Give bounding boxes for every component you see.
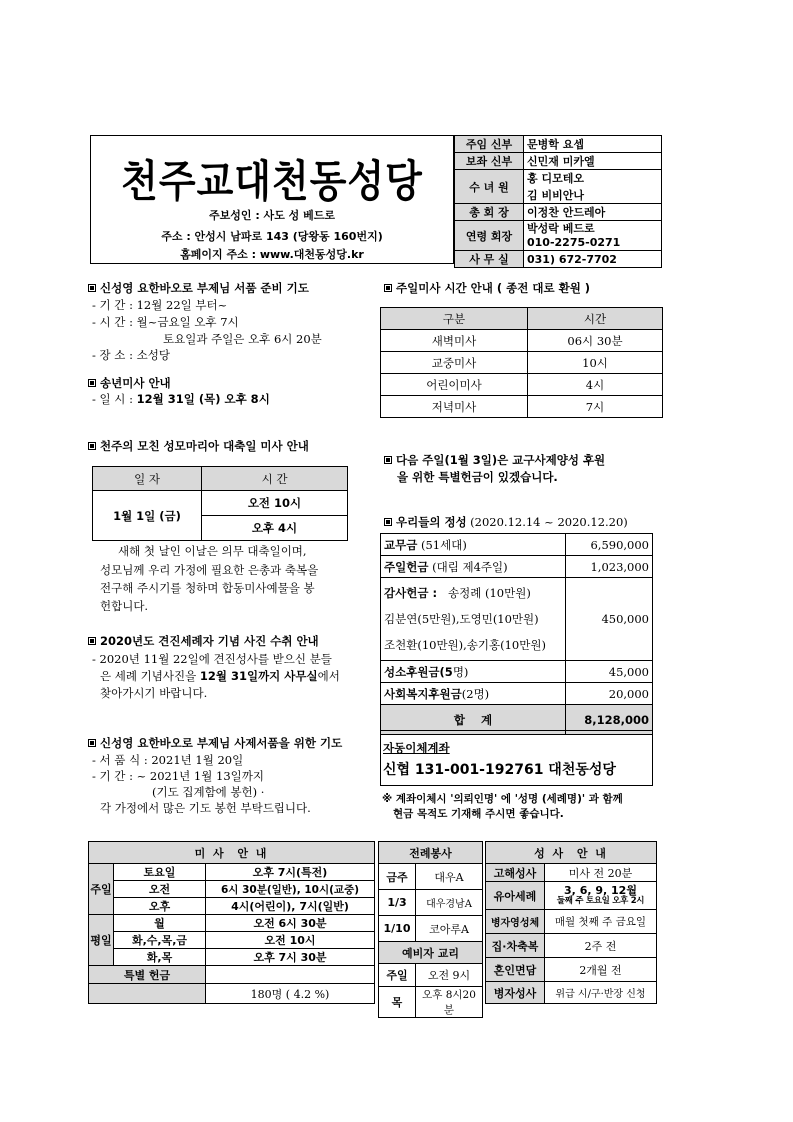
text-line: - 장 소 : 소성당 bbox=[92, 348, 170, 362]
offering-label bbox=[381, 534, 566, 556]
sacrament-name: 병자성사 bbox=[486, 982, 545, 1004]
square-bullet-icon bbox=[384, 518, 392, 526]
section-title: 우리들의 정성 bbox=[396, 515, 467, 529]
offering-amount: 6,590,000 bbox=[566, 534, 653, 556]
schedule-when: 화,목 bbox=[114, 949, 206, 966]
sacrament-name: 병자영성체 bbox=[486, 910, 545, 934]
feast-date: 1월 1일 (금) bbox=[93, 491, 202, 541]
text-line: 토요일과 주일은 오후 6시 20분 bbox=[163, 332, 322, 346]
mass-header-type: 구분 bbox=[381, 308, 528, 330]
section-title: 신성영 요한바오로 부제님 사제서품을 위한 기도 bbox=[100, 736, 343, 750]
schedule-when: 오후 bbox=[114, 898, 206, 915]
offering-amount: 450,000 bbox=[566, 578, 653, 661]
mass-time: 10시 bbox=[528, 352, 663, 374]
text-line: 찾아가시기 바랍니다. bbox=[100, 686, 208, 700]
mass-header-time: 시간 bbox=[528, 308, 663, 330]
schedule-time: 오전 6시 30분 bbox=[206, 915, 375, 932]
address: 주소 : 안성시 남파로 143 (당왕동 160번지) bbox=[161, 230, 383, 243]
text-line bbox=[100, 668, 340, 684]
header-time: 시 간 bbox=[202, 467, 348, 491]
feast-time-2: 오후 4시 bbox=[202, 516, 348, 541]
section-ordination-prayer bbox=[88, 280, 309, 296]
sacrament-info: 매월 첫째 주 금요일 bbox=[545, 910, 657, 934]
mass-time-table bbox=[380, 307, 663, 418]
value-office: 031) 672-7702 bbox=[524, 251, 662, 268]
mass-time: 7시 bbox=[528, 396, 663, 418]
text-span: 에서 bbox=[317, 669, 340, 683]
text-line bbox=[92, 391, 270, 407]
prep-day: 목 bbox=[379, 987, 416, 1018]
total-amount: 8,128,000 bbox=[566, 705, 653, 735]
text-line: - 서 품 식 : 2021년 1월 20일 bbox=[92, 753, 244, 767]
sacrament-info: 2주 전 bbox=[545, 934, 657, 958]
prep-day: 주일 bbox=[379, 964, 416, 987]
offering-sub: (2명) bbox=[461, 686, 490, 701]
sacrament-title: 성 사 안 내 bbox=[486, 842, 657, 864]
offering-period: (2020.12.14 ~ 2020.12.20) bbox=[470, 515, 628, 529]
donor-line: 송정례 (10만원) bbox=[448, 586, 531, 600]
sunday-label: 주일 bbox=[89, 864, 114, 915]
altar-week: 1/3 bbox=[379, 890, 416, 916]
feast-table bbox=[92, 466, 348, 541]
text-line: - 2020년 11월 22일에 견진성사를 받으신 분들 bbox=[92, 652, 332, 666]
text-line: 전구해 주시기를 청하며 합동미사예물을 봉 bbox=[100, 581, 315, 595]
text-line: 헌합니다. bbox=[100, 599, 149, 613]
square-bullet-icon bbox=[88, 442, 96, 450]
schedule-time: 오전 10시 bbox=[206, 932, 375, 949]
patron-saint: 주보성인 : 사도 성 베드로 bbox=[209, 209, 335, 222]
feast-time-1: 오전 10시 bbox=[202, 491, 348, 516]
prep-title: 예비자 교리 bbox=[379, 942, 483, 964]
value-sister-1: 홍 디모테오 bbox=[524, 170, 662, 187]
square-bullet-icon bbox=[384, 284, 392, 292]
altar-service-table bbox=[378, 841, 483, 1018]
offering-label bbox=[381, 683, 566, 705]
altar-week: 금주 bbox=[379, 864, 416, 890]
text-line: - 기 간 : 12월 22일 부터~ bbox=[92, 298, 228, 312]
text-span-bold: 12월 31일 (목) 오후 8시 bbox=[136, 392, 270, 406]
section-title: 송년미사 안내 bbox=[100, 376, 171, 390]
offering-label bbox=[381, 578, 566, 661]
square-bullet-icon bbox=[88, 637, 96, 645]
header-date: 일 자 bbox=[93, 467, 202, 491]
sacrament-info: 미사 전 20분 bbox=[545, 864, 657, 882]
notice-line: 을 위한 특별헌금이 있겠습니다. bbox=[397, 470, 558, 484]
text-line: 새해 첫 날인 이날은 의무 대축일이며, bbox=[118, 544, 307, 558]
section-sunday-mass bbox=[384, 280, 590, 296]
homepage: 홈페이지 주소 : www.대천동성당.kr bbox=[180, 248, 364, 261]
sacrament-name: 혼인면담 bbox=[486, 958, 545, 982]
notice-line: 다음 주일(1월 3일)은 교구사제양성 후원 bbox=[396, 453, 606, 467]
offering-table bbox=[380, 533, 653, 735]
sacrament-name: 집·차축복 bbox=[486, 934, 545, 958]
label-convent: 수 녀 원 bbox=[455, 170, 524, 204]
sacrament-name: 고해성사 bbox=[486, 864, 545, 882]
baptism-time: 둘째 주 토요일 오후 2시 bbox=[556, 895, 645, 906]
text-span: 은 세례 기념사진을 bbox=[100, 669, 200, 683]
schedule-time: 4시(어린이), 7시(일반) bbox=[206, 898, 375, 915]
account-label: 자동이체계좌 bbox=[383, 741, 450, 755]
square-bullet-icon bbox=[88, 379, 96, 387]
donor-line: 김분연(5만원),도영민(10만원) bbox=[384, 612, 539, 626]
value-pastor: 문병학 요셉 bbox=[524, 136, 662, 153]
schedule-time: 오후 7시(특전) bbox=[206, 864, 375, 881]
text-span: - 일 시 : bbox=[92, 392, 137, 406]
value-funeral-phone: 010-2275-0271 bbox=[524, 236, 662, 251]
staff-table bbox=[454, 135, 662, 268]
section-year-end-mass bbox=[88, 375, 171, 391]
offering-name: 주일헌금 bbox=[384, 559, 429, 574]
text-line: (기도 집계함에 봉헌) · bbox=[152, 785, 265, 799]
sacrament-info bbox=[545, 882, 657, 910]
square-bullet-icon bbox=[384, 456, 392, 464]
schedule-when: 월 bbox=[114, 915, 206, 932]
label-funeral: 연령 회장 bbox=[455, 221, 524, 251]
offering-amount: 45,000 bbox=[566, 661, 653, 683]
mass-time: 4시 bbox=[528, 374, 663, 396]
baptism-months: 3, 6, 9, 12월 bbox=[564, 883, 637, 897]
mass-schedule-title: 미 사 안 내 bbox=[89, 842, 375, 864]
section-mary-feast bbox=[88, 438, 309, 454]
offering-name: 감사헌금 : bbox=[384, 586, 438, 600]
altar-week: 1/10 bbox=[379, 916, 416, 942]
mass-time: 06시 30분 bbox=[528, 330, 663, 352]
schedule-when: 화,수,목,금 bbox=[114, 932, 206, 949]
section-title: 주일미사 시간 안내 ( 종전 대로 환원 ) bbox=[396, 281, 591, 295]
text-line: 각 가정에서 많은 기도 봉헌 부탁드립니다. bbox=[100, 801, 311, 815]
section-photo-pickup bbox=[88, 633, 319, 649]
section-title: 신성영 요한바오로 부제님 서품 준비 기도 bbox=[100, 281, 309, 295]
text-line: - 기 간 : ~ 2021년 1월 13일까지 bbox=[92, 769, 264, 783]
offering-sub: 명) bbox=[452, 664, 469, 679]
mass-type: 새벽미사 bbox=[381, 330, 528, 352]
label-assistant: 보좌 신부 bbox=[455, 153, 524, 170]
offering-label bbox=[381, 661, 566, 683]
section-title: 2020년도 견진세례자 기념 사진 수취 안내 bbox=[100, 634, 319, 648]
value-funeral-name: 박성락 베드로 bbox=[524, 221, 662, 236]
offering-label bbox=[381, 556, 566, 578]
value-president: 이정찬 안드레아 bbox=[524, 204, 662, 221]
altar-group: 대우A bbox=[416, 864, 483, 890]
offering-name: 교무금 bbox=[384, 537, 418, 552]
altar-title: 전례봉사 bbox=[379, 842, 483, 864]
mass-type: 어린이미사 bbox=[381, 374, 528, 396]
section-priest-ordination bbox=[88, 735, 342, 751]
special-offering-value bbox=[206, 966, 375, 984]
section-offerings bbox=[384, 514, 628, 530]
text-line: 성모님께 우리 가정에 필요한 은총과 축복을 bbox=[100, 563, 319, 577]
attendance-value: 180명 ( 4.2 %) bbox=[206, 984, 375, 1004]
total-label: 합 계 bbox=[381, 705, 566, 735]
offering-sub: (대림 제4주일) bbox=[432, 559, 508, 574]
value-sister-2: 김 비비안나 bbox=[524, 187, 662, 204]
church-title: 천주교대천동성당 bbox=[121, 156, 423, 207]
special-offering-label: 특별 헌금 bbox=[89, 966, 206, 984]
schedule-when: 토요일 bbox=[114, 864, 206, 881]
altar-group: 대우경남A bbox=[416, 890, 483, 916]
label-pastor: 주임 신부 bbox=[455, 136, 524, 153]
mass-type: 저녁미사 bbox=[381, 396, 528, 418]
attendance-label bbox=[89, 984, 206, 1004]
text-span-bold: 12월 31일까지 사무실 bbox=[199, 669, 318, 683]
offering-amount: 1,023,000 bbox=[566, 556, 653, 578]
account-number: 신협 131-001-192761 대천동성당 bbox=[383, 762, 616, 778]
square-bullet-icon bbox=[88, 284, 96, 292]
sacrament-info: 2개월 전 bbox=[545, 958, 657, 982]
label-office: 사 무 실 bbox=[455, 251, 524, 268]
schedule-time: 오후 7시 30분 bbox=[206, 949, 375, 966]
text-line: - 시 간 : 월~금요일 오후 7시 bbox=[92, 315, 239, 329]
prep-time: 오후 8시20분 bbox=[416, 987, 483, 1018]
sacrament-info: 위급 시/구·반장 신청 bbox=[545, 982, 657, 1004]
square-bullet-icon bbox=[88, 739, 96, 747]
offering-amount: 20,000 bbox=[566, 683, 653, 705]
section-title: 천주의 모친 성모마리아 대축일 미사 안내 bbox=[100, 439, 309, 453]
value-assistant: 신민재 미카엘 bbox=[524, 153, 662, 170]
altar-group: 코아루A bbox=[416, 916, 483, 942]
special-collection-notice bbox=[384, 452, 605, 468]
mass-type: 교중미사 bbox=[381, 352, 528, 374]
prep-time: 오전 9시 bbox=[416, 964, 483, 987]
sacrament-table bbox=[485, 841, 657, 1004]
account-note: 현금 목적도 기재해 주시면 좋습니다. bbox=[393, 808, 564, 820]
weekday-label: 평일 bbox=[89, 915, 114, 966]
donor-line: 조천환(10만원),송기홍(10만원) bbox=[384, 638, 546, 652]
sacrament-name: 유아세례 bbox=[486, 882, 545, 910]
label-president: 총 회 장 bbox=[455, 204, 524, 221]
offering-name: 성소후원금(5 bbox=[384, 664, 453, 679]
offering-sub: (51세대) bbox=[420, 537, 467, 552]
offering-name: 사회복지후원금 bbox=[384, 686, 462, 701]
mass-schedule-table bbox=[88, 841, 375, 1004]
schedule-time: 6시 30분(일반), 10시(교중) bbox=[206, 881, 375, 898]
schedule-when: 오전 bbox=[114, 881, 206, 898]
account-note: ※ 계좌이체시 '의뢰인명' 에 '성명 (세례명)' 과 함께 bbox=[382, 793, 623, 805]
